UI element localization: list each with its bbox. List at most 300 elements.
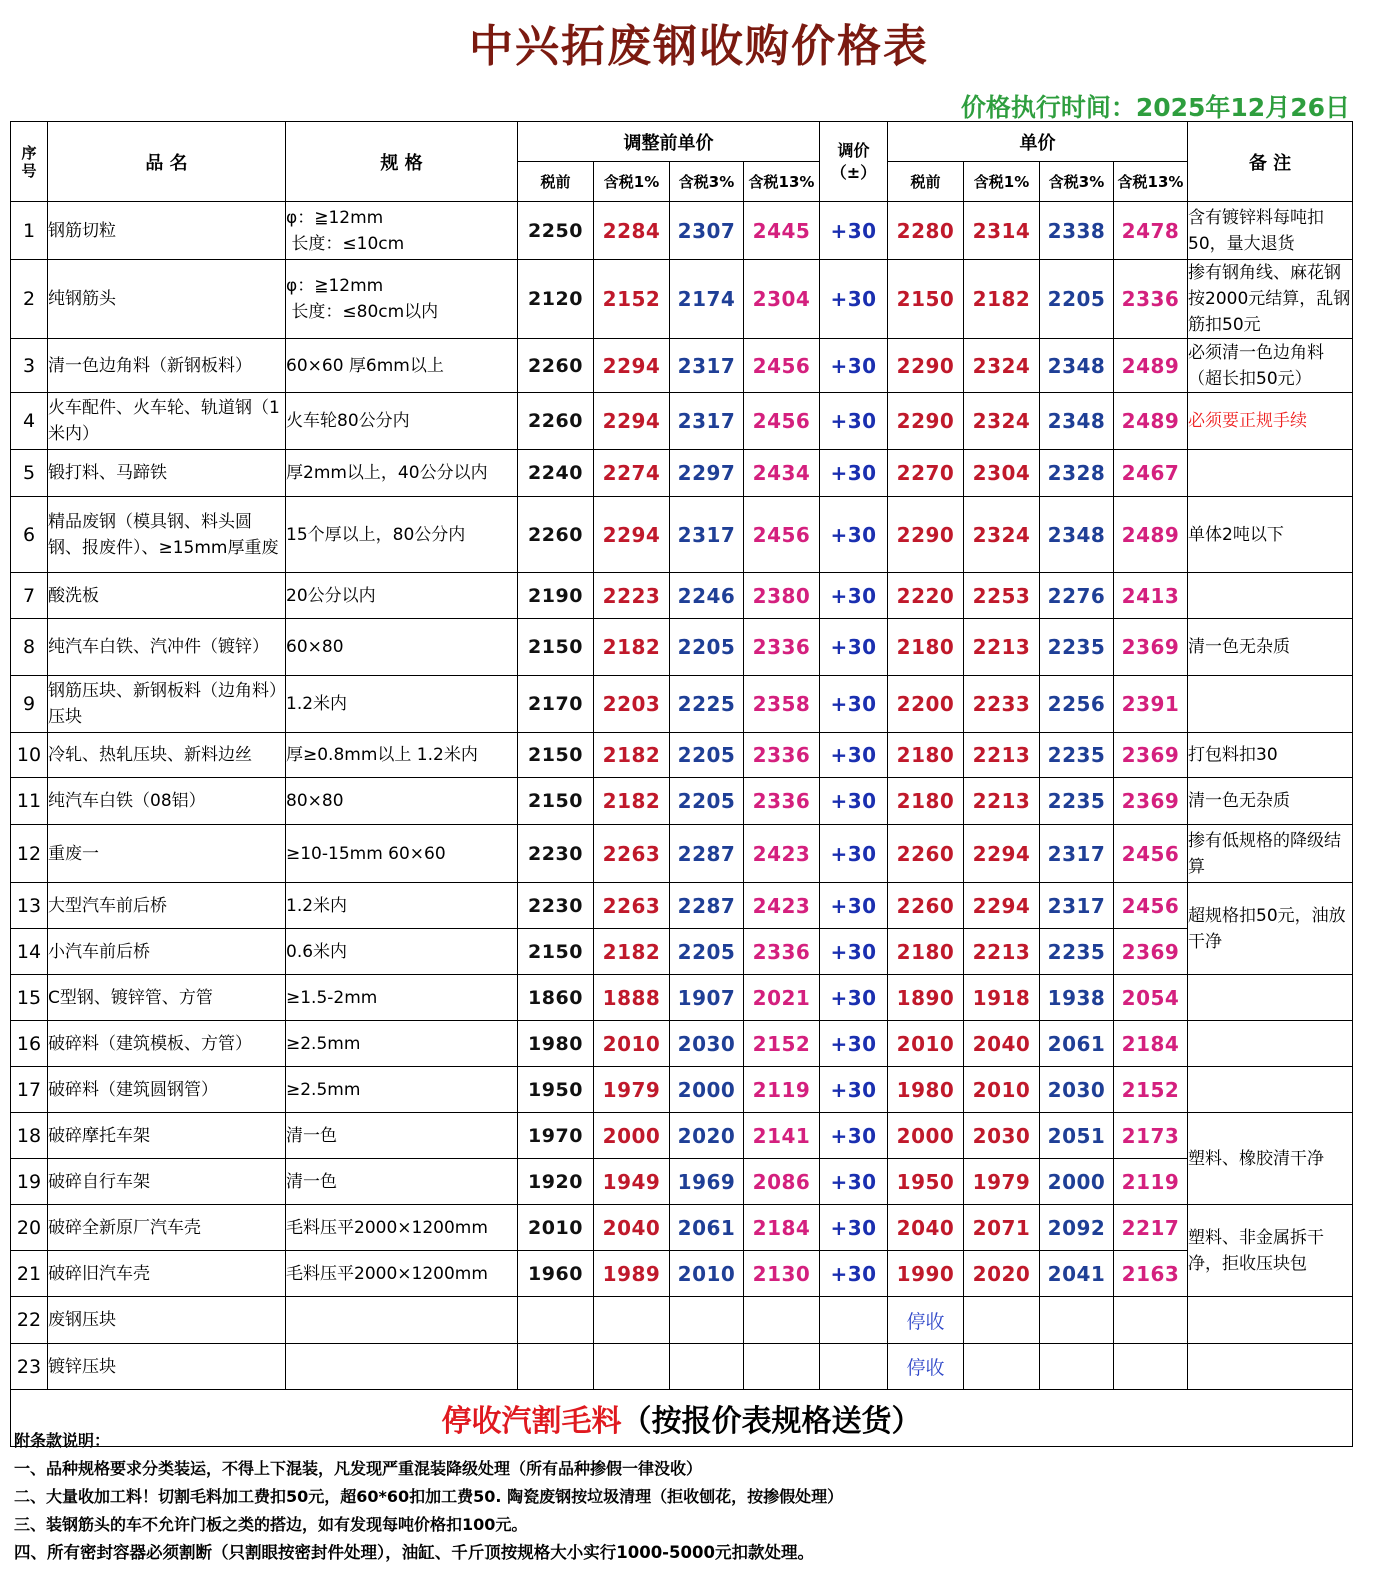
unit-price-pretax: 2290: [888, 393, 964, 450]
item-note: [1188, 573, 1353, 619]
item-name: 破碎全新原厂汽车壳: [48, 1205, 286, 1251]
item-note: 超规格扣50元，油放干净: [1188, 883, 1353, 975]
empty-cell: [670, 1297, 744, 1344]
item-name: 破碎摩托车架: [48, 1113, 286, 1159]
item-name: 锻打料、马蹄铁: [48, 450, 286, 497]
before-price-pretax: 1950: [518, 1067, 594, 1113]
stop-banner-note: （按报价表规格送货）: [621, 1404, 922, 1439]
unit-price-tax1: 2294: [964, 883, 1040, 929]
unit-price-tax1: 2324: [964, 497, 1040, 573]
before-price-pretax: 2150: [518, 778, 594, 825]
item-note: 清一色无杂质: [1188, 619, 1353, 676]
before-price-tax1: 1949: [594, 1159, 670, 1205]
before-price-tax3: 2030: [670, 1021, 744, 1067]
terms-item-1: 一、品种规格要求分类装运，不得上下混装，凡发现严重混装降级处理（所有品种掺假一律没收）: [14, 1459, 703, 1478]
item-name: 破碎料（建筑圆钢管）: [48, 1067, 286, 1113]
item-spec: 15个厚以上，80公分内: [286, 497, 518, 573]
price-adjustment: +30: [820, 1021, 888, 1067]
header-unit-tax1: 含税1%: [964, 162, 1040, 202]
unit-price-pretax: 2200: [888, 676, 964, 733]
row-seq: 1: [11, 202, 48, 260]
unit-price-tax3: 2276: [1040, 573, 1114, 619]
unit-price-tax13: 2152: [1114, 1067, 1188, 1113]
price-table-body: [11, 202, 1353, 1447]
before-price-tax1: 2203: [594, 676, 670, 733]
item-name: 破碎旧汽车壳: [48, 1251, 286, 1297]
before-price-tax1: 2294: [594, 339, 670, 393]
before-price-tax1: 2182: [594, 733, 670, 778]
price-adjustment: +30: [820, 202, 888, 260]
terms-notes: [14, 1427, 1384, 1567]
item-spec: [286, 1297, 518, 1344]
empty-cell: [744, 1344, 820, 1390]
unit-price-tax13: 2413: [1114, 573, 1188, 619]
unit-price-pretax: 1950: [888, 1159, 964, 1205]
item-name: 纯汽车白铁、汽冲件（镀锌）: [48, 619, 286, 676]
row-seq: 12: [11, 825, 48, 883]
before-price-tax3: 2317: [670, 339, 744, 393]
row-seq: 17: [11, 1067, 48, 1113]
before-price-pretax: 2150: [518, 619, 594, 676]
row-seq: 10: [11, 733, 48, 778]
item-spec: 火车轮80公分内: [286, 393, 518, 450]
empty-cell: [1040, 1344, 1114, 1390]
unit-price-tax1: 2213: [964, 733, 1040, 778]
before-price-tax13: 2304: [744, 260, 820, 339]
unit-price-pretax: 1980: [888, 1067, 964, 1113]
header-before-tax1: 含税1%: [594, 162, 670, 202]
before-price-pretax: 2240: [518, 450, 594, 497]
unit-price-pretax: 2260: [888, 825, 964, 883]
header-name: 品 名: [48, 122, 286, 202]
item-spec: φ：≧12mm 长度：≤10cm: [286, 202, 518, 260]
before-price-pretax: 1970: [518, 1113, 594, 1159]
unit-price-pretax: 2280: [888, 202, 964, 260]
unit-price-tax3: 2348: [1040, 393, 1114, 450]
unit-price-tax13: 2369: [1114, 929, 1188, 975]
item-note: 含有镀锌料每吨扣50，量大退货: [1188, 202, 1353, 260]
row-seq: 2: [11, 260, 48, 339]
unit-price-tax13: 2369: [1114, 733, 1188, 778]
before-price-tax13: 2456: [744, 339, 820, 393]
item-note: 打包料扣30: [1188, 733, 1353, 778]
price-adjustment: +30: [820, 1251, 888, 1297]
before-price-tax3: 2174: [670, 260, 744, 339]
item-name: 精品废钢（模具钢、料头圆钢、报废件）、≥15mm厚重废: [48, 497, 286, 573]
item-spec: ≥2.5mm: [286, 1067, 518, 1113]
unit-price-tax1: 2233: [964, 676, 1040, 733]
unit-price-tax1: 2071: [964, 1205, 1040, 1251]
item-note: 掺有钢角线、麻花钢按2000元结算，乱钢筋扣50元: [1188, 260, 1353, 339]
row-seq: 21: [11, 1251, 48, 1297]
unit-price-tax13: 2391: [1114, 676, 1188, 733]
item-name: 冷轧、热轧压块、新料边丝: [48, 733, 286, 778]
item-spec: 毛料压平2000×1200mm: [286, 1251, 518, 1297]
before-price-tax3: 2225: [670, 676, 744, 733]
before-price-tax1: 2263: [594, 825, 670, 883]
before-price-tax13: 2021: [744, 975, 820, 1021]
empty-cell: [670, 1344, 744, 1390]
item-name: 纯钢筋头: [48, 260, 286, 339]
table-row: [11, 573, 1353, 619]
before-price-tax1: 2010: [594, 1021, 670, 1067]
before-price-pretax: 2260: [518, 497, 594, 573]
before-price-tax13: 2336: [744, 929, 820, 975]
price-adjustment: +30: [820, 1113, 888, 1159]
before-price-tax3: 2307: [670, 202, 744, 260]
before-price-tax3: 2205: [670, 778, 744, 825]
unit-price-tax3: 2235: [1040, 619, 1114, 676]
before-price-pretax: 2260: [518, 339, 594, 393]
header-before-price: 调整前单价: [518, 122, 820, 162]
unit-price-tax3: 2235: [1040, 929, 1114, 975]
before-price-tax1: 2182: [594, 778, 670, 825]
unit-price-tax1: 2213: [964, 929, 1040, 975]
table-row: [11, 778, 1353, 825]
empty-cell: [594, 1344, 670, 1390]
item-note: 必须要正规手续: [1188, 393, 1353, 450]
row-seq: 11: [11, 778, 48, 825]
before-price-pretax: 2230: [518, 825, 594, 883]
before-price-pretax: 2230: [518, 883, 594, 929]
price-adjustment: +30: [820, 676, 888, 733]
before-price-tax13: 2445: [744, 202, 820, 260]
item-spec: 20公分以内: [286, 573, 518, 619]
unit-price-tax3: 2235: [1040, 778, 1114, 825]
item-note: [1188, 1021, 1353, 1067]
unit-price-tax1: 2020: [964, 1251, 1040, 1297]
item-spec: ≥10-15mm 60×60: [286, 825, 518, 883]
before-price-pretax: 1860: [518, 975, 594, 1021]
terms-heading: 附条款说明：: [14, 1431, 111, 1450]
table-row: [11, 929, 1353, 975]
empty-cell: [1114, 1344, 1188, 1390]
unit-price-tax13: 2489: [1114, 393, 1188, 450]
table-row: [11, 883, 1353, 929]
header-seq: 序号: [11, 122, 48, 202]
unit-price-tax13: 2478: [1114, 202, 1188, 260]
unit-price-pretax: 2260: [888, 883, 964, 929]
before-price-pretax: 1960: [518, 1251, 594, 1297]
price-adjustment: +30: [820, 450, 888, 497]
unit-price-tax1: 2213: [964, 619, 1040, 676]
unit-price-tax13: 2456: [1114, 883, 1188, 929]
unit-price-tax3: 2348: [1040, 497, 1114, 573]
before-price-tax1: 2000: [594, 1113, 670, 1159]
item-name: C型钢、镀锌管、方管: [48, 975, 286, 1021]
item-name: 大型汽车前后桥: [48, 883, 286, 929]
item-name: 酸洗板: [48, 573, 286, 619]
header-before-tax13: 含税13%: [744, 162, 820, 202]
item-note: 塑料、非金属拆干净，拒收压块包: [1188, 1205, 1353, 1297]
before-price-pretax: 2170: [518, 676, 594, 733]
before-price-tax3: 2205: [670, 929, 744, 975]
before-price-pretax: 2190: [518, 573, 594, 619]
before-price-tax13: 2423: [744, 883, 820, 929]
table-row: [11, 825, 1353, 883]
before-price-pretax: 2250: [518, 202, 594, 260]
table-row: [11, 1021, 1353, 1067]
empty-cell: [1114, 1297, 1188, 1344]
before-price-pretax: 2150: [518, 929, 594, 975]
price-adjustment: +30: [820, 339, 888, 393]
unit-price-tax13: 2217: [1114, 1205, 1188, 1251]
unit-price-pretax: 1990: [888, 1251, 964, 1297]
item-spec: 1.2米内: [286, 883, 518, 929]
before-price-tax1: 2223: [594, 573, 670, 619]
unit-price-tax3: 2041: [1040, 1251, 1114, 1297]
item-note: 单体2吨以下: [1188, 497, 1353, 573]
empty-cell: [964, 1297, 1040, 1344]
row-seq: 5: [11, 450, 48, 497]
before-price-tax3: 1907: [670, 975, 744, 1021]
before-price-tax13: 2434: [744, 450, 820, 497]
item-spec: φ：≧12mm 长度：≤80cm以内: [286, 260, 518, 339]
row-seq: 13: [11, 883, 48, 929]
unit-price-pretax: 2270: [888, 450, 964, 497]
table-row: [11, 619, 1353, 676]
before-price-tax3: 1969: [670, 1159, 744, 1205]
price-adjustment: +30: [820, 975, 888, 1021]
before-price-tax3: 2317: [670, 393, 744, 450]
item-note: [1188, 975, 1353, 1021]
item-spec: ≥2.5mm: [286, 1021, 518, 1067]
before-price-tax13: 2336: [744, 619, 820, 676]
unit-price-tax3: 2061: [1040, 1021, 1114, 1067]
item-name: 破碎自行车架: [48, 1159, 286, 1205]
table-row: [11, 1251, 1353, 1297]
price-adjustment: +30: [820, 1067, 888, 1113]
item-note: 清一色无杂质: [1188, 778, 1353, 825]
item-spec: ≥1.5-2mm: [286, 975, 518, 1021]
item-spec: 毛料压平2000×1200mm: [286, 1205, 518, 1251]
before-price-tax13: 2141: [744, 1113, 820, 1159]
before-price-pretax: 2150: [518, 733, 594, 778]
table-row: [11, 733, 1353, 778]
before-price-tax13: 2130: [744, 1251, 820, 1297]
before-price-tax3: 2010: [670, 1251, 744, 1297]
unit-price-tax13: 2336: [1114, 260, 1188, 339]
table-row: [11, 1344, 1353, 1390]
unit-price-pretax: 2180: [888, 929, 964, 975]
unit-price-tax1: 1979: [964, 1159, 1040, 1205]
unit-price-tax3: 2051: [1040, 1113, 1114, 1159]
row-seq: 16: [11, 1021, 48, 1067]
unit-price-tax1: 2213: [964, 778, 1040, 825]
table-row: [11, 1159, 1353, 1205]
row-seq: 23: [11, 1344, 48, 1390]
before-price-tax1: 2274: [594, 450, 670, 497]
table-row: [11, 202, 1353, 260]
unit-price-tax3: 1938: [1040, 975, 1114, 1021]
empty-cell: [1040, 1297, 1114, 1344]
unit-price-tax13: 2119: [1114, 1159, 1188, 1205]
item-name: 破碎料（建筑模板、方管）: [48, 1021, 286, 1067]
table-row: [11, 339, 1353, 393]
price-adjustment: +30: [820, 1159, 888, 1205]
row-seq: 4: [11, 393, 48, 450]
item-name: 小汽车前后桥: [48, 929, 286, 975]
before-price-tax1: 2182: [594, 619, 670, 676]
empty-cell: [744, 1297, 820, 1344]
before-price-tax13: 2358: [744, 676, 820, 733]
unit-price-pretax: 2040: [888, 1205, 964, 1251]
item-name: 火车配件、火车轮、轨道钢（1米内）: [48, 393, 286, 450]
item-note: [1188, 1067, 1353, 1113]
item-name: 清一色边角料（新钢板料）: [48, 339, 286, 393]
item-spec: 清一色: [286, 1159, 518, 1205]
header-unit-tax13: 含税13%: [1114, 162, 1188, 202]
before-price-tax13: 2456: [744, 393, 820, 450]
unit-price-pretax: 2220: [888, 573, 964, 619]
empty-cell: [820, 1297, 888, 1344]
table-row: [11, 975, 1353, 1021]
table-row: [11, 497, 1353, 573]
unit-price-pretax: 2000: [888, 1113, 964, 1159]
item-spec: 清一色: [286, 1113, 518, 1159]
unit-price-tax13: 2369: [1114, 619, 1188, 676]
row-seq: 14: [11, 929, 48, 975]
item-note: [1188, 676, 1353, 733]
unit-price-pretax: 2180: [888, 778, 964, 825]
header-unit-price: 单价: [888, 122, 1188, 162]
before-price-tax13: 2336: [744, 778, 820, 825]
item-note: 掺有低规格的降级结算: [1188, 825, 1353, 883]
table-row: [11, 676, 1353, 733]
before-price-tax3: 2287: [670, 883, 744, 929]
header-unit-pretax: 税前: [888, 162, 964, 202]
item-spec: 80×80: [286, 778, 518, 825]
unit-price-tax3: 2328: [1040, 450, 1114, 497]
before-price-tax1: 2152: [594, 260, 670, 339]
before-price-tax3: 2061: [670, 1205, 744, 1251]
unit-price-tax3: 2317: [1040, 825, 1114, 883]
item-spec: 0.6米内: [286, 929, 518, 975]
unit-price-tax1: 2324: [964, 339, 1040, 393]
before-price-tax1: 2263: [594, 883, 670, 929]
row-seq: 22: [11, 1297, 48, 1344]
empty-cell: [1188, 1344, 1353, 1390]
unit-price-tax1: 2253: [964, 573, 1040, 619]
empty-cell: [820, 1344, 888, 1390]
row-seq: 6: [11, 497, 48, 573]
unit-price-tax3: 2030: [1040, 1067, 1114, 1113]
before-price-tax13: 2184: [744, 1205, 820, 1251]
unit-price-tax13: 2467: [1114, 450, 1188, 497]
before-price-tax1: 1979: [594, 1067, 670, 1113]
price-table: [10, 121, 1353, 1447]
before-price-tax1: 2294: [594, 393, 670, 450]
price-adjustment: +30: [820, 733, 888, 778]
table-row: [11, 1205, 1353, 1251]
before-price-tax3: 2205: [670, 733, 744, 778]
item-name: 重废一: [48, 825, 286, 883]
unit-price-tax3: 2000: [1040, 1159, 1114, 1205]
unit-price-tax3: 2205: [1040, 260, 1114, 339]
before-price-pretax: 2010: [518, 1205, 594, 1251]
unit-price-tax13: 2456: [1114, 825, 1188, 883]
terms-item-2: 二、大量收加工料！切割毛料加工费扣50元，超60*60扣加工费50. 陶瓷废钢按垃圾清理（拒收刨花，按掺假处理）: [14, 1487, 844, 1506]
unit-price-pretax: 2180: [888, 733, 964, 778]
unit-price-tax3: 2338: [1040, 202, 1114, 260]
before-price-tax13: 2423: [744, 825, 820, 883]
header-before-tax3: 含税3%: [670, 162, 744, 202]
unit-price-pretax: 2290: [888, 497, 964, 573]
item-spec: 厚2mm以上，40公分以内: [286, 450, 518, 497]
unit-price-pretax: 2010: [888, 1021, 964, 1067]
before-price-tax1: 2182: [594, 929, 670, 975]
unit-price-tax3: 2092: [1040, 1205, 1114, 1251]
terms-item-3: 三、装钢筋头的车不允许门板之类的搭边，如有发现每吨价格扣100元。: [14, 1515, 528, 1534]
before-price-tax13: 2119: [744, 1067, 820, 1113]
before-price-tax1: 2294: [594, 497, 670, 573]
row-seq: 3: [11, 339, 48, 393]
unit-price-tax3: 2348: [1040, 339, 1114, 393]
table-row: [11, 450, 1353, 497]
stop-status: 停收: [888, 1297, 964, 1344]
unit-price-tax13: 2489: [1114, 339, 1188, 393]
before-price-tax13: 2086: [744, 1159, 820, 1205]
before-price-tax1: 1989: [594, 1251, 670, 1297]
row-seq: 20: [11, 1205, 48, 1251]
unit-price-tax3: 2317: [1040, 883, 1114, 929]
item-note: 必须清一色边角料（超长扣50元）: [1188, 339, 1353, 393]
price-adjustment: +30: [820, 1205, 888, 1251]
terms-item-4: 四、所有密封容器必须割断（只割眼按密封件处理），油缸、千斤顶按规格大小实行1000-5000元扣款处理。: [14, 1543, 814, 1562]
row-seq: 9: [11, 676, 48, 733]
table-row: [11, 1113, 1353, 1159]
unit-price-tax1: 2304: [964, 450, 1040, 497]
header-before-pretax: 税前: [518, 162, 594, 202]
before-price-tax13: 2380: [744, 573, 820, 619]
before-price-tax3: 2020: [670, 1113, 744, 1159]
unit-price-tax13: 2054: [1114, 975, 1188, 1021]
before-price-tax13: 2456: [744, 497, 820, 573]
before-price-pretax: 2120: [518, 260, 594, 339]
before-price-tax13: 2336: [744, 733, 820, 778]
before-price-tax3: 2000: [670, 1067, 744, 1113]
empty-cell: [594, 1297, 670, 1344]
table-row: [11, 1067, 1353, 1113]
item-name: 镀锌压块: [48, 1344, 286, 1390]
before-price-pretax: 1920: [518, 1159, 594, 1205]
before-price-tax3: 2205: [670, 619, 744, 676]
before-price-tax1: 2284: [594, 202, 670, 260]
empty-cell: [518, 1344, 594, 1390]
before-price-tax3: 2287: [670, 825, 744, 883]
before-price-tax3: 2246: [670, 573, 744, 619]
empty-cell: [1188, 1297, 1353, 1344]
page-title: 中兴拓废钢收购价格表: [469, 21, 929, 72]
stop-status: 停收: [888, 1344, 964, 1390]
row-seq: 7: [11, 573, 48, 619]
item-note: [1188, 450, 1353, 497]
row-seq: 18: [11, 1113, 48, 1159]
header-note: 备 注: [1188, 122, 1353, 202]
unit-price-pretax: 2290: [888, 339, 964, 393]
row-seq: 8: [11, 619, 48, 676]
stop-banner-red: 停收汽割毛料: [441, 1404, 622, 1439]
item-spec: 60×60 厚6mm以上: [286, 339, 518, 393]
item-spec: 60×80: [286, 619, 518, 676]
item-name: 废钢压块: [48, 1297, 286, 1344]
table-row: [11, 1297, 1353, 1344]
item-spec: 厚≥0.8mm以上 1.2米内: [286, 733, 518, 778]
table-row: [11, 260, 1353, 339]
empty-cell: [518, 1297, 594, 1344]
before-price-tax3: 2297: [670, 450, 744, 497]
row-seq: 15: [11, 975, 48, 1021]
